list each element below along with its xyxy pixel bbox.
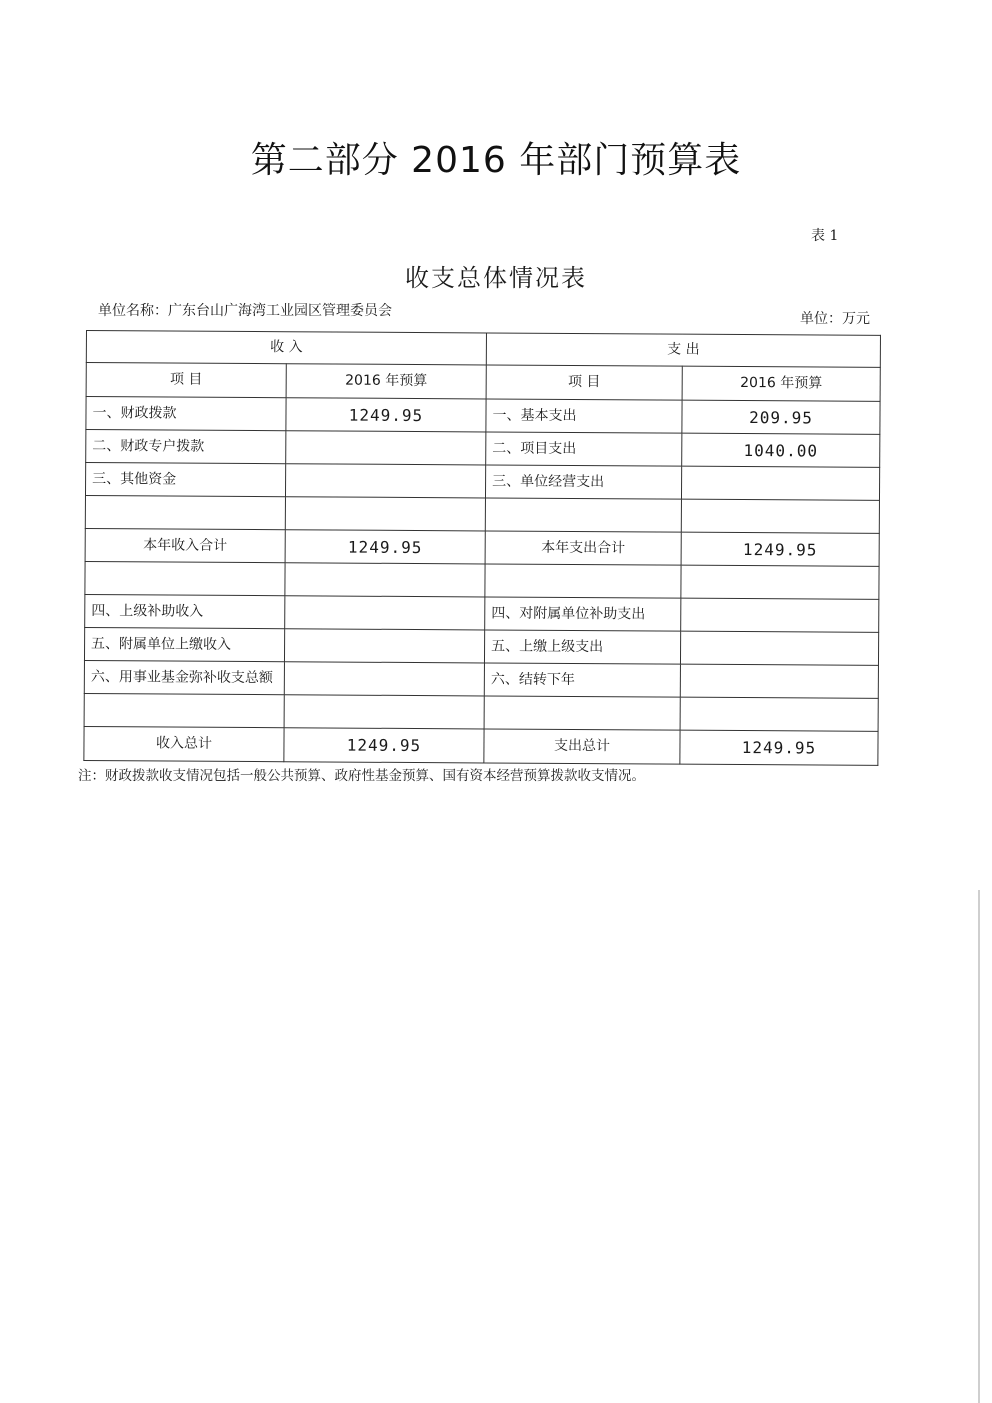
expense-value-cell <box>680 697 878 731</box>
expense-header: 支 出 <box>486 333 880 367</box>
table-row <box>84 660 878 698</box>
income-value-cell <box>285 563 485 597</box>
table-row <box>85 594 879 632</box>
income-value-cell <box>285 596 485 630</box>
income-item-cell: 六、用事业基金弥补收支总额 <box>84 660 284 694</box>
table-row <box>85 495 879 533</box>
expense-item-cell: 三、单位经营支出 <box>485 465 681 499</box>
expense-item-header: 项 目 <box>486 365 682 400</box>
budget-summary-table <box>83 330 881 766</box>
table-row <box>85 463 879 501</box>
expense-budget-header: 2016 年预算 <box>682 366 880 401</box>
expense-item-cell: 六、结转下年 <box>484 663 680 697</box>
income-value-cell <box>285 464 485 498</box>
income-value-cell <box>286 431 486 465</box>
income-item-cell: 一、财政拨款 <box>86 397 286 431</box>
income-item-cell: 五、附属单位上缴收入 <box>84 627 284 661</box>
expense-value-cell <box>680 664 878 698</box>
expense-item-cell: 四、对附属单位补助支出 <box>485 597 681 631</box>
expense-total-label: 支出总计 <box>484 729 680 764</box>
expense-item-cell: 五、上缴上级支出 <box>484 630 680 664</box>
expense-item-cell: 二、项目支出 <box>486 432 682 466</box>
expense-item-cell <box>485 564 681 598</box>
income-item-cell: 三、其他资金 <box>85 463 285 497</box>
expense-value-cell: 1040.00 <box>682 433 880 467</box>
table-header-section-row <box>86 331 880 368</box>
table-header-column-row <box>86 363 880 402</box>
income-value-cell <box>284 695 484 729</box>
expense-item-cell <box>485 498 681 532</box>
table-number: 表 1 <box>811 228 839 244</box>
unit-label: 单位：万元 <box>800 311 870 327</box>
unit-name-label: 单位名称：广东台山广海湾工业园区管理委员会 <box>98 303 392 319</box>
income-subtotal-label: 本年收入合计 <box>85 528 285 562</box>
expense-value-cell <box>681 565 879 599</box>
page-title: 第二部分 2016 年部门预算表 <box>250 140 742 181</box>
table-row <box>86 397 880 435</box>
income-value-cell: 1249.95 <box>286 398 486 432</box>
income-value-cell <box>285 497 485 531</box>
income-item-cell: 二、财政专户拨款 <box>86 430 286 464</box>
expense-value-cell <box>680 631 878 665</box>
table-row <box>84 726 878 765</box>
income-value-cell <box>284 662 484 696</box>
income-item-cell <box>85 561 285 595</box>
income-header: 收 入 <box>86 331 486 365</box>
income-item-cell: 四、上级补助收入 <box>85 594 285 628</box>
expense-subtotal-label: 本年支出合计 <box>485 531 681 565</box>
expense-value-cell <box>681 598 879 632</box>
expense-value-cell <box>681 466 879 500</box>
table-row <box>85 561 879 599</box>
income-item-header: 项 目 <box>86 363 286 398</box>
expense-total-value: 1249.95 <box>680 730 878 765</box>
income-subtotal-value: 1249.95 <box>285 530 485 564</box>
expense-item-cell: 一、基本支出 <box>486 399 682 433</box>
expense-value-cell: 209.95 <box>682 400 880 434</box>
income-item-cell <box>85 495 285 529</box>
scan-edge-line <box>978 890 980 1403</box>
income-budget-header: 2016 年预算 <box>286 364 486 399</box>
footnote: 注：财政拨款收支情况包括一般公共预算、政府性基金预算、国有资本经营预算拨款收支情况。 <box>78 768 645 784</box>
table-row <box>85 528 879 566</box>
expense-value-cell <box>681 499 879 533</box>
expense-subtotal-value: 1249.95 <box>681 532 879 566</box>
table-row <box>84 627 878 665</box>
table-row <box>86 430 880 468</box>
income-total-value: 1249.95 <box>284 728 484 763</box>
table-row <box>84 693 878 731</box>
income-item-cell <box>84 693 284 727</box>
income-value-cell <box>284 629 484 663</box>
table-title: 收支总体情况表 <box>405 264 587 292</box>
income-total-label: 收入总计 <box>84 726 284 761</box>
expense-item-cell <box>484 696 680 730</box>
